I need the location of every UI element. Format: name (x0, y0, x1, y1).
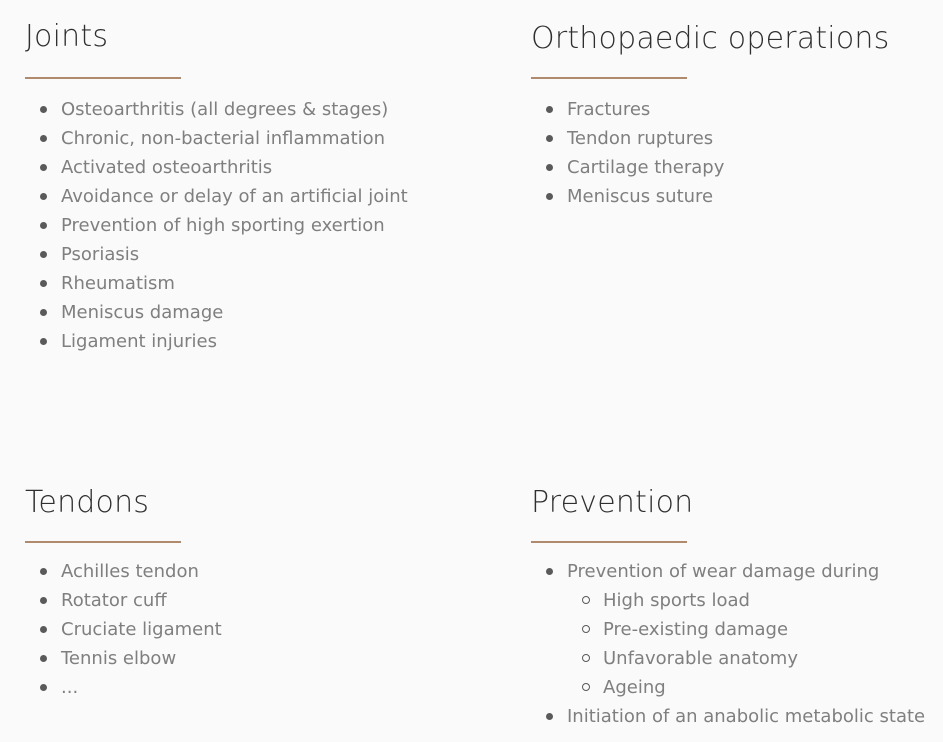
section-orthopaedic-operations (531, 21, 889, 211)
list-item-text: Avoidance or delay of an artificial joint (61, 186, 408, 207)
list-item (25, 615, 222, 644)
list-item (25, 124, 408, 153)
title-divider (25, 77, 181, 79)
list-item-text: Initiation of an anabolic metabolic state (567, 706, 926, 727)
list-item (531, 124, 889, 153)
list-item-text: Meniscus damage (61, 302, 224, 323)
list-item (25, 95, 408, 124)
list-item (25, 182, 408, 211)
list-item (25, 240, 408, 269)
sub-list-item (567, 673, 925, 702)
list-item (25, 327, 408, 356)
list-item-text: Psoriasis (61, 244, 140, 265)
sub-list-item-text: Pre-existing damage (603, 619, 789, 640)
list-item (25, 211, 408, 240)
section-title-joints: Joints (25, 19, 109, 54)
list-item-text: Tendon ruptures (567, 128, 714, 149)
list-item (531, 153, 889, 182)
list-item-text: Osteoarthritis (all degrees & stages) (61, 99, 389, 120)
list-item (25, 586, 222, 615)
list-item-text: Cruciate ligament (61, 619, 222, 640)
list-item (25, 153, 408, 182)
list-item (25, 298, 408, 327)
section-title-orthopaedic-operations: Orthopaedic operations (531, 21, 890, 56)
list-item-text: Activated osteoarthritis (61, 157, 273, 178)
section-title-tendons: Tendons (25, 485, 150, 520)
list-item-text: Rheumatism (61, 273, 175, 294)
list-item-text: Rotator cuff (61, 590, 167, 611)
title-divider (531, 541, 687, 543)
prevention-sublist (567, 586, 925, 702)
list-item-text: Cartilage therapy (567, 157, 725, 178)
list-item-text: Tennis elbow (61, 648, 177, 669)
title-divider (531, 77, 687, 79)
prevention-list (531, 557, 925, 731)
list-item-text: Prevention of wear damage during (567, 561, 880, 582)
list-item (25, 644, 222, 673)
tendons-list (25, 557, 222, 702)
list-item-text: Chronic, non-bacterial inflammation (61, 128, 386, 149)
list-item-text: Fractures (567, 99, 651, 120)
list-item (531, 702, 925, 731)
sub-list-item-text: Unfavorable anatomy (603, 648, 798, 669)
title-divider (25, 541, 181, 543)
list-item-text: Achilles tendon (61, 561, 199, 582)
list-item (531, 182, 889, 211)
list-item (25, 673, 222, 702)
section-prevention (531, 485, 925, 731)
list-item (531, 557, 925, 702)
section-joints (25, 19, 408, 356)
sub-list-item-text: High sports load (603, 590, 750, 611)
sub-list-item (567, 586, 925, 615)
section-tendons (25, 485, 222, 702)
list-item (25, 557, 222, 586)
list-item (25, 269, 408, 298)
list-item-text: Meniscus suture (567, 186, 714, 207)
orthopaedic-list (531, 95, 889, 211)
section-title-prevention: Prevention (531, 485, 694, 520)
list-item-text: Prevention of high sporting exertion (61, 215, 385, 236)
list-item-text: ... (61, 677, 79, 698)
sub-list-item (567, 615, 925, 644)
sub-list-item-text: Ageing (603, 677, 666, 698)
sub-list-item (567, 644, 925, 673)
joints-list (25, 95, 408, 356)
list-item (531, 95, 889, 124)
list-item-text: Ligament injuries (61, 331, 217, 352)
